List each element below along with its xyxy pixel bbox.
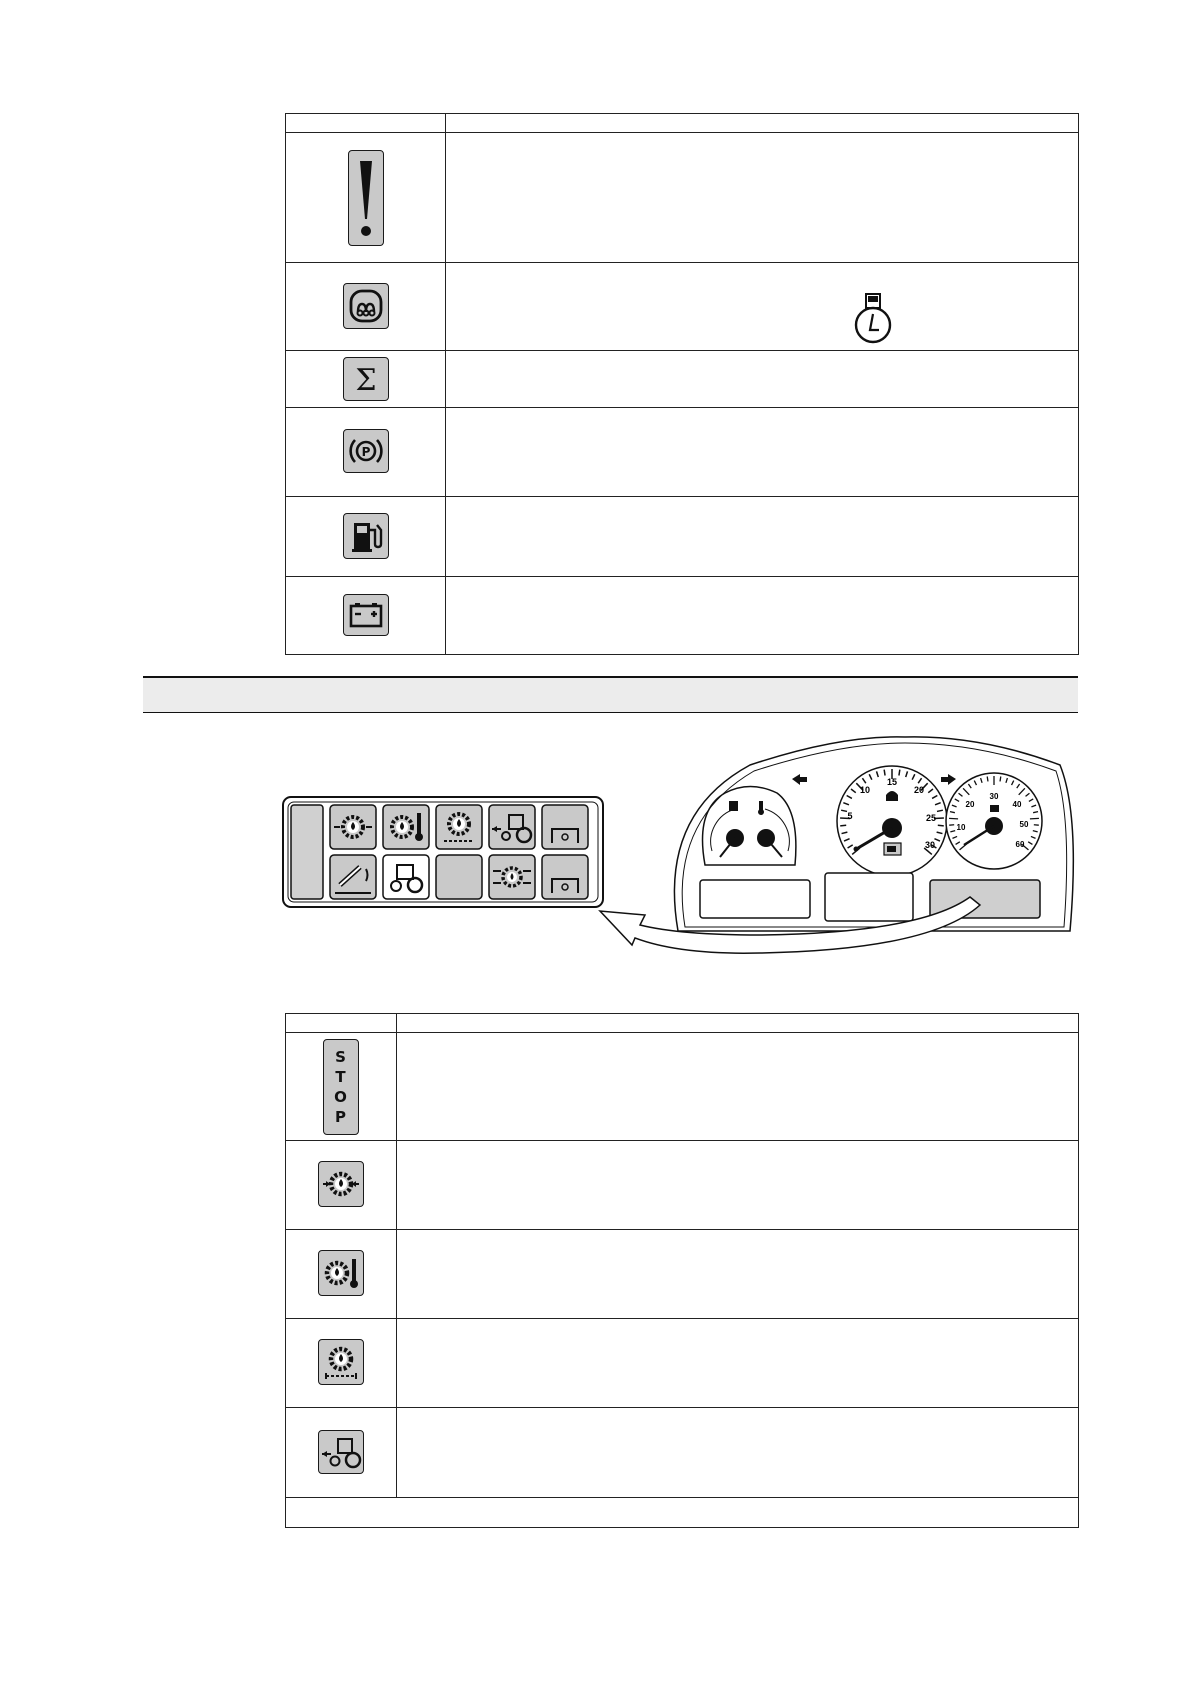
panel-seat-belt-icon <box>330 855 376 899</box>
gauge-tick <box>840 825 846 826</box>
parking-brake-icon <box>343 429 389 473</box>
speedo-tick-25: 25 <box>925 813 937 823</box>
table-row <box>286 1141 1079 1230</box>
gauge-tick <box>949 818 958 819</box>
table-row <box>286 1033 1079 1141</box>
speedo-tick-5: 5 <box>847 811 853 821</box>
row-description <box>397 1230 1079 1319</box>
table-header <box>286 114 1079 133</box>
fuel-pump-icon <box>343 513 389 559</box>
preheat-bulb-timer-icon <box>851 292 895 346</box>
stop-letter: S <box>335 1047 347 1066</box>
transmission-oil-temp-icon <box>318 1250 364 1296</box>
table-footer <box>286 1498 1079 1528</box>
row-description <box>446 497 1079 577</box>
engine-preheat-coil-icon <box>343 283 389 329</box>
table-header <box>286 1014 1079 1033</box>
table-row <box>286 1408 1079 1498</box>
panel-transmission-oil-temp-icon <box>383 805 429 849</box>
tacho-tick-20: 20 <box>965 800 975 809</box>
sigma-sum-icon <box>343 357 389 401</box>
front-axle-drive-icon <box>318 1430 364 1474</box>
panel-transmission-oil-filter-icon <box>436 805 482 849</box>
center-display <box>825 873 913 921</box>
gauge-tick <box>1030 818 1039 819</box>
stop-letter: O <box>334 1087 348 1106</box>
speedo-tick-15: 15 <box>886 777 898 787</box>
panel-blank-lamp <box>542 855 588 899</box>
stop-letter: P <box>335 1107 347 1126</box>
header-symbol <box>286 114 446 133</box>
speedo-tick-30: 30 <box>924 840 936 850</box>
section-heading-bar <box>143 676 1078 713</box>
row-description <box>446 133 1079 263</box>
instrument-cluster-illustration <box>280 735 1080 970</box>
table-row <box>286 133 1079 263</box>
stop-letter: T <box>335 1067 347 1086</box>
transmission-oil-pressure-icon <box>318 1161 364 1207</box>
panel-hydraulic-oil-icon <box>489 855 535 899</box>
gauge-tick <box>938 825 944 826</box>
header-description <box>397 1014 1079 1033</box>
panel-blank-lamp <box>436 855 482 899</box>
table-row <box>286 577 1079 655</box>
tacho-tick-10: 10 <box>956 823 966 832</box>
speedo-tick-20: 20 <box>913 785 925 795</box>
row-description <box>446 577 1079 655</box>
svg-text:Σ: Σ <box>354 363 377 396</box>
row-description <box>446 351 1079 408</box>
battery-charge-icon <box>343 594 389 636</box>
panel-tractor-icon <box>383 855 429 899</box>
instrument-cluster <box>674 737 1073 931</box>
row-description <box>397 1319 1079 1408</box>
symbol-table-1 <box>285 113 1079 655</box>
table-row <box>286 1230 1079 1319</box>
tacho-tick-50: 50 <box>1019 820 1029 829</box>
panel-blank-lamp <box>542 805 588 849</box>
table-row <box>286 1319 1079 1408</box>
gauge-tick <box>884 770 885 776</box>
panel-front-axle-drive-icon <box>489 805 535 849</box>
tacho-tick-40: 40 <box>1012 800 1022 809</box>
tacho-tick-30: 30 <box>989 792 999 801</box>
stop-icon <box>323 1039 359 1135</box>
tacho-tick-60: 60 <box>1015 840 1025 849</box>
table-row <box>286 408 1079 497</box>
exclamation-warning-icon <box>348 150 384 246</box>
gauge-tick <box>987 777 988 782</box>
symbol-table-2 <box>285 1013 1079 1528</box>
gauge-tick <box>899 770 900 776</box>
panel-transmission-oil-pressure-icon <box>330 805 376 849</box>
svg-text:P: P <box>361 445 370 459</box>
left-display <box>700 880 810 918</box>
row-description <box>397 1033 1079 1141</box>
speedometer <box>837 766 947 876</box>
row-description <box>397 1141 1079 1230</box>
header-description <box>446 114 1079 133</box>
gauge-tick <box>1000 777 1001 782</box>
table-row <box>286 263 1079 351</box>
transmission-oil-filter-icon <box>318 1339 364 1385</box>
row-description <box>446 408 1079 497</box>
tachometer <box>946 773 1042 869</box>
table-row <box>286 351 1079 408</box>
table-footer-row <box>286 1498 1079 1528</box>
header-symbol <box>286 1014 397 1033</box>
speedo-tick-10: 10 <box>859 785 871 795</box>
table-row <box>286 497 1079 577</box>
row-description <box>397 1408 1079 1498</box>
